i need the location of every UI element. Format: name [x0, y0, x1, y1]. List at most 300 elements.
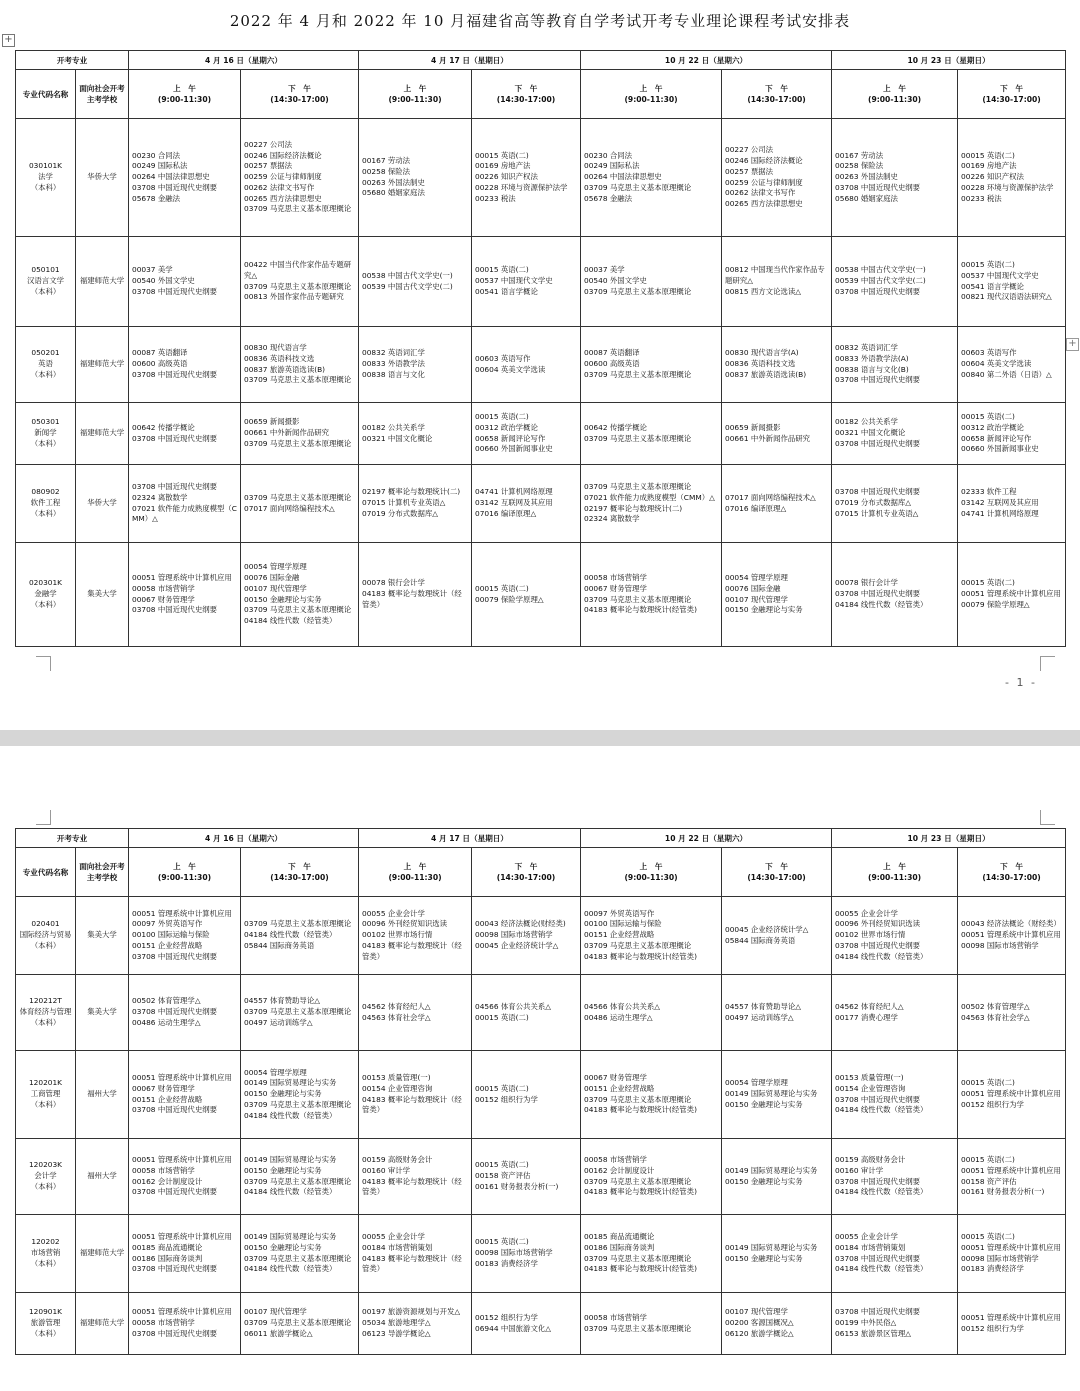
exam-cell — [129, 897, 241, 975]
course-entry: 03709 马克思主义基本原理概论 — [584, 433, 692, 443]
course-entry: 00096 外刊经贸知识选读 — [362, 919, 448, 929]
course-entry: 00661 中外新闻作品研究 — [244, 428, 329, 438]
course-entry: 00067 财务管理学 — [584, 1073, 647, 1083]
exam-cell — [241, 237, 359, 327]
table-row — [16, 897, 1066, 975]
session-label: 上 午 — [403, 84, 427, 93]
course-entry: 02197 概率论与数理统计(二) — [362, 487, 461, 497]
course-entry: 00541 语言学概论 — [961, 281, 1024, 291]
course-entry: 03709 马克思主义基本原理概论 — [244, 492, 352, 502]
course-entry: 00837 旅游英语选读(B) — [725, 369, 807, 379]
exam-cell — [958, 1139, 1066, 1215]
exam-cell — [129, 403, 241, 465]
course-entry: 03708 中国近现代史纲要 — [132, 482, 217, 492]
major-level: （本科） — [30, 286, 61, 296]
course-entry: 04184 线性代数（经管类） — [835, 1264, 928, 1274]
course-entry: 00015 英语(二) — [475, 1083, 529, 1093]
table-add-row-icon[interactable]: + — [1066, 338, 1079, 351]
session-time: (14:30-17:00) — [496, 873, 556, 882]
course-entry: 00150 金融理论与实务 — [725, 1099, 803, 1109]
session-time: (14:30-17:00) — [982, 95, 1041, 104]
course-entry: 00100 国际运输与保险 — [132, 930, 210, 940]
exam-cell — [832, 237, 958, 327]
course-entry: 00199 中外民俗△ — [835, 1318, 897, 1328]
course-entry: 00051 管理系统中计算机应用 — [961, 589, 1061, 599]
course-entry: 00051 管理系统中计算机应用 — [961, 1312, 1061, 1322]
session-time: (14:30-17:00) — [270, 873, 329, 882]
course-entry: 00604 英美文学选读 — [961, 359, 1032, 369]
page-number: - 1 - — [1005, 676, 1037, 689]
exam-cell — [359, 1215, 472, 1293]
course-entry: 00661 中外新闻作品研究 — [725, 433, 811, 443]
exam-cell — [359, 897, 472, 975]
course-entry: 00098 国际市场营销学 — [961, 940, 1039, 950]
course-entry: 00051 管理系统中计算机应用 — [132, 1307, 232, 1317]
major-code-cell — [16, 327, 76, 403]
course-entry: 03709 马克思主义基本原理概论 — [584, 286, 692, 296]
course-entry: 00058 市场营销学 — [132, 1318, 195, 1328]
crop-mark-icon — [36, 810, 51, 825]
session-time: (9:00-11:30) — [867, 95, 922, 104]
course-entry: 00078 银行会计学 — [835, 578, 898, 588]
school-cell: 福建师范大学 — [76, 403, 129, 465]
course-entry: 00015 英语(二) — [475, 265, 529, 275]
course-entry: 00015 英语(二) — [475, 1237, 529, 1247]
exam-cell — [958, 237, 1066, 327]
course-entry: 00015 英语(二) — [475, 1012, 529, 1022]
course-entry: 03708 中国近现代史纲要 — [132, 605, 217, 615]
major-name: 市场营销 — [30, 1248, 61, 1258]
course-entry: 00658 新闻评论写作 — [475, 433, 546, 443]
major-code-cell — [16, 1139, 76, 1215]
course-entry: 00186 国际商务谈判 — [584, 1242, 655, 1252]
school-cell: 集美大学 — [76, 975, 129, 1051]
session-label: 下 午 — [514, 84, 538, 93]
course-entry: 00160 审计学 — [362, 1165, 411, 1175]
course-entry: 04184 线性代数（经管类） — [835, 1187, 928, 1197]
session-time: (14:30-17:00) — [747, 95, 806, 104]
course-entry: 00158 资产评估 — [475, 1171, 531, 1181]
major-code-cell — [16, 897, 76, 975]
header-major-group: 开考专业 — [16, 829, 129, 848]
course-entry: 00833 外语教学法 — [362, 359, 425, 369]
session-label: 上 午 — [639, 862, 663, 871]
course-entry: 00055 企业会计学 — [835, 1232, 898, 1242]
header-school: 面向社会开考主考学校 — [76, 848, 129, 897]
course-entry: 04184 线性代数（经管类） — [244, 1110, 337, 1120]
course-entry: 03708 中国近现代史纲要 — [835, 487, 921, 497]
course-entry: 03708 中国近现代史纲要 — [835, 1307, 921, 1317]
major-code: 050201 — [31, 348, 60, 358]
course-entry: 00149 国际贸易理论与实务 — [244, 1155, 337, 1165]
exam-cell — [241, 1215, 359, 1293]
exam-cell — [472, 237, 581, 327]
exam-cell — [129, 1215, 241, 1293]
course-entry: 00600 高级英语 — [584, 359, 640, 369]
crop-mark-icon — [1040, 810, 1055, 825]
major-level: （本科） — [30, 508, 61, 518]
header-code-name: 专业代码名称 — [16, 70, 76, 119]
exam-cell — [241, 975, 359, 1051]
course-entry: 00642 传播学概论 — [584, 422, 647, 432]
course-entry: 00537 中国现代文学史 — [961, 270, 1039, 280]
course-entry: 00836 英语科技文选 — [244, 353, 315, 363]
table-move-handle-icon[interactable]: + — [2, 34, 15, 47]
course-entry: 03708 中国近现代史纲要 — [835, 1094, 921, 1104]
table-row — [16, 975, 1066, 1051]
school-cell: 福州大学 — [76, 1139, 129, 1215]
session-label: 下 午 — [288, 84, 311, 93]
course-entry: 03708 中国近现代史纲要 — [132, 182, 217, 192]
course-entry: 05844 国际商务英语 — [244, 940, 315, 950]
session-label: 下 午 — [514, 862, 538, 871]
exam-cell — [581, 237, 722, 327]
course-entry: 04183 概率论与数理统计(经管类) — [584, 1105, 697, 1115]
course-entry: 00837 旅游英语选读(B) — [244, 364, 326, 374]
exam-cell — [241, 403, 359, 465]
course-entry: 00160 审计学 — [835, 1165, 884, 1175]
course-entry: 00054 管理学原理 — [244, 1067, 307, 1077]
course-entry: 00015 英语(二) — [961, 412, 1015, 422]
course-entry: 00107 现代管理学 — [725, 1307, 788, 1317]
course-entry: 05844 国际商务英语 — [725, 935, 796, 945]
major-level: （本科） — [30, 1258, 61, 1268]
course-entry: 03708 中国近现代史纲要 — [132, 369, 217, 379]
course-entry: 07015 计算机专业英语△ — [362, 498, 446, 508]
exam-cell — [722, 543, 832, 647]
exam-cell — [472, 1215, 581, 1293]
course-entry: 03708 中国近现代史纲要 — [835, 286, 921, 296]
major-name: 旅游管理 — [30, 1318, 61, 1328]
exam-cell — [832, 543, 958, 647]
header-session-pm — [958, 848, 1066, 897]
crop-mark-icon — [1040, 656, 1055, 671]
exam-cell — [472, 465, 581, 543]
major-code-cell — [16, 237, 76, 327]
course-entry: 00186 国际商务谈判 — [132, 1253, 203, 1263]
course-entry: 00258 保险法 — [835, 161, 884, 171]
session-time: (14:30-17:00) — [747, 873, 806, 882]
header-session-pm — [722, 70, 832, 119]
course-entry: 00055 企业会计学 — [362, 908, 425, 918]
exam-cell — [359, 403, 472, 465]
course-entry: 04184 线性代数（经管类） — [835, 599, 928, 609]
course-entry: 00246 国际经济法概论 — [725, 156, 803, 166]
header-session-pm — [472, 848, 581, 897]
major-level: （本科） — [30, 438, 61, 448]
course-entry: 00015 英语(二) — [475, 412, 529, 422]
exam-cell — [359, 1139, 472, 1215]
course-entry: 06120 旅游学概论△ — [725, 1328, 794, 1338]
major-code: 050301 — [31, 417, 60, 427]
exam-cell — [581, 1051, 722, 1139]
exam-cell — [472, 543, 581, 647]
course-entry: 00833 外语教学法(A) — [835, 353, 909, 363]
exam-cell — [958, 119, 1066, 237]
course-entry: 04741 计算机网络原理 — [961, 508, 1039, 518]
course-entry: 03709 马克思主义基本原理概论 — [244, 204, 352, 214]
table-row — [16, 1293, 1066, 1355]
session-time: (14:30-17:00) — [496, 95, 556, 104]
course-entry: 02197 概率论与数理统计(二) — [584, 503, 683, 513]
course-entry: 00097 外贸英语写作 — [132, 919, 203, 929]
course-entry: 00262 法律文书写作 — [244, 182, 315, 192]
course-entry: 00183 消费经济学 — [961, 1264, 1024, 1274]
course-entry: 00058 市场营销学 — [584, 573, 647, 583]
exam-cell — [832, 1139, 958, 1215]
course-entry: 04184 线性代数（经管类） — [244, 1264, 337, 1274]
course-entry: 00153 质量管理(一) — [835, 1073, 904, 1083]
course-entry: 00054 管理学原理 — [725, 1078, 788, 1088]
major-level: （本科） — [30, 369, 61, 379]
course-entry: 00150 金融理论与实务 — [244, 1242, 322, 1252]
course-entry: 00161 财务报表分析(一) — [961, 1187, 1045, 1197]
course-entry: 07019 分布式数据库△ — [362, 508, 438, 518]
course-entry: 00098 国际市场营销学 — [475, 1248, 553, 1258]
header-date: 4 月 17 日（星期日） — [359, 829, 581, 848]
course-entry: 00502 体育管理学△ — [961, 1001, 1030, 1011]
major-code: 120201K — [28, 1078, 63, 1088]
course-entry: 04566 体育公共关系△ — [475, 1001, 551, 1011]
course-entry: 00154 企业管理咨询 — [362, 1083, 433, 1093]
exam-cell — [832, 119, 958, 237]
course-entry: 00539 中国古代文学史(二) — [835, 276, 926, 286]
session-label: 上 午 — [883, 862, 906, 871]
course-entry: 04183 概率论与数理统计(经管类) — [584, 605, 697, 615]
course-entry: 00043 经济法概论（财经类） — [961, 919, 1061, 929]
course-entry: 00079 保险学原理△ — [961, 599, 1030, 609]
major-name: 体育经济与管理 — [19, 1007, 72, 1017]
course-entry: 00149 国际贸易理论与实务 — [725, 1089, 818, 1099]
course-entry: 00151 企业经营战略 — [584, 1083, 655, 1093]
course-entry: 05678 金融法 — [584, 193, 633, 203]
course-entry: 00150 金融理论与实务 — [244, 1089, 322, 1099]
exam-cell — [581, 1215, 722, 1293]
table-row — [16, 543, 1066, 647]
course-entry: 00184 市场营销策划 — [362, 1242, 433, 1252]
session-label: 上 午 — [883, 84, 906, 93]
major-name: 软件工程 — [30, 498, 61, 508]
course-entry: 03709 马克思主义基本原理概论 — [244, 375, 352, 385]
exam-cell — [832, 1215, 958, 1293]
school-cell: 福建师范大学 — [76, 1215, 129, 1293]
exam-cell — [359, 237, 472, 327]
exam-cell — [241, 1051, 359, 1139]
course-entry: 04183 概率论与数理统计(经管类) — [584, 1264, 697, 1274]
major-code: 120203K — [28, 1160, 63, 1170]
course-entry: 00840 第二外语（日语）△ — [961, 369, 1052, 379]
course-entry: 00246 国际经济法概论 — [244, 150, 322, 160]
course-entry: 03708 中国近现代史纲要 — [132, 433, 217, 443]
exam-cell — [722, 465, 832, 543]
major-name: 工商管理 — [30, 1089, 61, 1099]
course-entry: 03142 互联网及其应用 — [475, 498, 553, 508]
course-entry: 00497 运动训练学△ — [725, 1012, 794, 1022]
course-entry: 00200 客源国概况△ — [725, 1318, 794, 1328]
course-entry: 00177 消费心理学 — [835, 1012, 898, 1022]
course-entry: 00249 国际私法 — [132, 161, 188, 171]
course-entry: 03708 中国近现代史纲要 — [132, 286, 217, 296]
table-row — [16, 1051, 1066, 1139]
exam-cell — [722, 403, 832, 465]
course-entry: 00151 企业经营战略 — [132, 1094, 203, 1104]
header-session-am — [581, 848, 722, 897]
course-entry: 03142 互联网及其应用 — [961, 498, 1039, 508]
course-entry: 00098 国际市场营销学 — [475, 930, 553, 940]
course-entry: 00076 国际金融 — [725, 583, 781, 593]
exam-cell — [472, 897, 581, 975]
course-entry: 03708 中国近现代史纲要 — [132, 1264, 217, 1274]
course-entry: 00257 票据法 — [244, 161, 293, 171]
course-entry: 03709 马克思主义基本原理概论 — [584, 1323, 692, 1333]
course-entry: 00015 英语(二) — [475, 583, 529, 593]
exam-cell — [129, 119, 241, 237]
exam-cell — [359, 119, 472, 237]
header-session-am — [359, 848, 472, 897]
course-entry: 00087 英语翻译 — [132, 348, 188, 358]
table-row — [16, 1215, 1066, 1293]
exam-cell — [958, 1215, 1066, 1293]
course-entry: 00259 公证与律师制度 — [725, 177, 803, 187]
course-entry: 03708 中国近现代史纲要 — [132, 1007, 217, 1017]
course-entry: 00660 外国新闻事业史 — [961, 444, 1039, 454]
course-entry: 00264 中国法律思想史 — [584, 172, 662, 182]
course-entry: 00265 西方法律思想史 — [725, 198, 803, 208]
exam-cell — [722, 119, 832, 237]
exam-cell — [958, 327, 1066, 403]
exam-cell — [832, 897, 958, 975]
course-entry: 04183 概率论与数理统计(经管类) — [584, 1187, 697, 1197]
exam-cell — [472, 975, 581, 1051]
course-entry: 00150 金融理论与实务 — [244, 1165, 322, 1175]
table-row — [16, 1139, 1066, 1215]
course-entry: 00167 劳动法 — [362, 156, 411, 166]
session-time: (9:00-11:30) — [157, 873, 212, 882]
course-entry: 04741 计算机网络原理 — [475, 487, 553, 497]
session-time: (9:00-11:30) — [867, 873, 922, 882]
course-entry: 00159 高级财务会计 — [835, 1155, 906, 1165]
exam-cell — [832, 975, 958, 1051]
course-entry: 04557 体育赞助导论△ — [725, 1001, 801, 1011]
major-name: 国际经济与贸易 — [19, 930, 72, 940]
course-entry: 00051 管理系统中计算机应用 — [132, 908, 232, 918]
course-entry: 04563 体育社会学△ — [961, 1012, 1030, 1022]
exam-cell — [472, 119, 581, 237]
course-entry: 00152 组织行为学 — [961, 1323, 1024, 1333]
course-entry: 00154 企业管理咨询 — [835, 1083, 906, 1093]
course-entry: 07016 编译原理△ — [475, 508, 537, 518]
course-entry: 03709 马克思主义基本原理概论 — [244, 1176, 352, 1186]
course-entry: 00540 外国文学史 — [584, 276, 647, 286]
course-entry: 00079 保险学原理△ — [475, 594, 544, 604]
course-entry: 00230 合同法 — [584, 150, 633, 160]
course-entry: 00539 中国古代文学史(二) — [362, 281, 453, 291]
course-entry: 03708 中国近现代史纲要 — [835, 589, 921, 599]
school-cell: 集美大学 — [76, 543, 129, 647]
course-entry: 00538 中国古代文学史(一) — [362, 270, 453, 280]
header-date: 10 月 22 日（星期六） — [581, 51, 832, 70]
exam-cell — [832, 1051, 958, 1139]
exam-cell — [241, 1293, 359, 1355]
course-entry: 04183 概率论与数理统计（经管类） — [362, 1176, 462, 1197]
course-entry: 03709 马克思主义基本原理概论 — [244, 438, 352, 448]
course-entry: 07017 面向网络编程技术△ — [725, 492, 816, 502]
course-entry: 00265 西方法律思想史 — [244, 193, 322, 203]
major-code: 080902 — [31, 487, 60, 497]
header-session-pm — [472, 70, 581, 119]
session-label: 下 午 — [765, 862, 788, 871]
header-major-group: 开考专业 — [16, 51, 129, 70]
course-entry: 04184 线性代数（经管类） — [835, 951, 928, 961]
session-time: (9:00-11:30) — [157, 95, 212, 104]
course-entry: 00037 美学 — [584, 265, 625, 275]
exam-schedule-table — [15, 50, 1066, 647]
major-code: 030101K — [28, 161, 63, 171]
header-session-am — [832, 848, 958, 897]
course-entry: 07016 编译原理△ — [725, 503, 787, 513]
course-entry: 00015 英语(二) — [961, 150, 1015, 160]
course-entry: 00603 英语写作 — [961, 348, 1017, 358]
course-entry: 05680 婚姻家庭法 — [835, 193, 898, 203]
course-entry: 06944 中国旅游文化△ — [475, 1323, 551, 1333]
course-entry: 00152 组织行为学 — [475, 1312, 538, 1322]
course-entry: 00149 国际贸易理论与实务 — [244, 1232, 337, 1242]
course-entry: 06123 导游学概论△ — [362, 1328, 431, 1338]
major-code-cell — [16, 1051, 76, 1139]
session-time: (14:30-17:00) — [270, 95, 329, 104]
course-entry: 00153 质量管理(一) — [362, 1073, 431, 1083]
course-entry: 00149 国际贸易理论与实务 — [725, 1242, 818, 1252]
course-entry: 00184 市场营销策划 — [835, 1242, 906, 1252]
course-entry: 03708 中国近现代史纲要 — [132, 1328, 217, 1338]
course-entry: 00813 外国作家作品专题研究 — [244, 292, 344, 302]
course-entry: 00185 商品流通概论 — [132, 1242, 203, 1252]
course-entry: 00422 中国当代作家作品专题研究△ — [244, 260, 352, 280]
header-session-pm — [958, 70, 1066, 119]
course-entry: 03709 马克思主义基本原理概论 — [244, 605, 352, 615]
exam-cell — [129, 975, 241, 1051]
course-entry: 00604 英美文学选读 — [475, 364, 546, 374]
course-entry: 00257 票据法 — [725, 166, 774, 176]
exam-schedule-table — [15, 828, 1066, 1355]
exam-cell — [241, 465, 359, 543]
course-entry: 00161 财务报表分析(一) — [475, 1181, 559, 1191]
course-entry: 00067 财务管理学 — [132, 1083, 195, 1093]
school-cell: 福建师范大学 — [76, 237, 129, 327]
school-cell: 福建师范大学 — [76, 1293, 129, 1355]
course-entry: 04557 体育赞助导论△ — [244, 996, 320, 1006]
course-entry: 03709 马克思主义基本原理概论 — [244, 1318, 352, 1328]
session-label: 上 午 — [173, 862, 196, 871]
exam-cell — [581, 119, 722, 237]
course-entry: 03709 马克思主义基本原理概论 — [584, 1094, 692, 1104]
header-session-am — [129, 70, 241, 119]
course-entry: 03708 中国近现代史纲要 — [132, 1105, 217, 1115]
major-code-cell — [16, 403, 76, 465]
course-entry: 07021 软件能力成熟度模型（CMM）△ — [132, 503, 237, 524]
course-entry: 00227 公司法 — [244, 139, 293, 149]
exam-cell — [958, 465, 1066, 543]
course-entry: 00158 资产评估 — [961, 1176, 1017, 1186]
course-entry: 00067 财务管理学 — [584, 583, 647, 593]
course-entry: 03709 马克思主义基本原理概论 — [584, 482, 692, 492]
exam-cell — [359, 465, 472, 543]
major-code: 050101 — [31, 265, 60, 275]
exam-cell — [581, 975, 722, 1051]
exam-cell — [241, 1139, 359, 1215]
course-entry: 00262 法律文书写作 — [725, 188, 796, 198]
course-entry: 00183 消费经济学 — [475, 1258, 538, 1268]
